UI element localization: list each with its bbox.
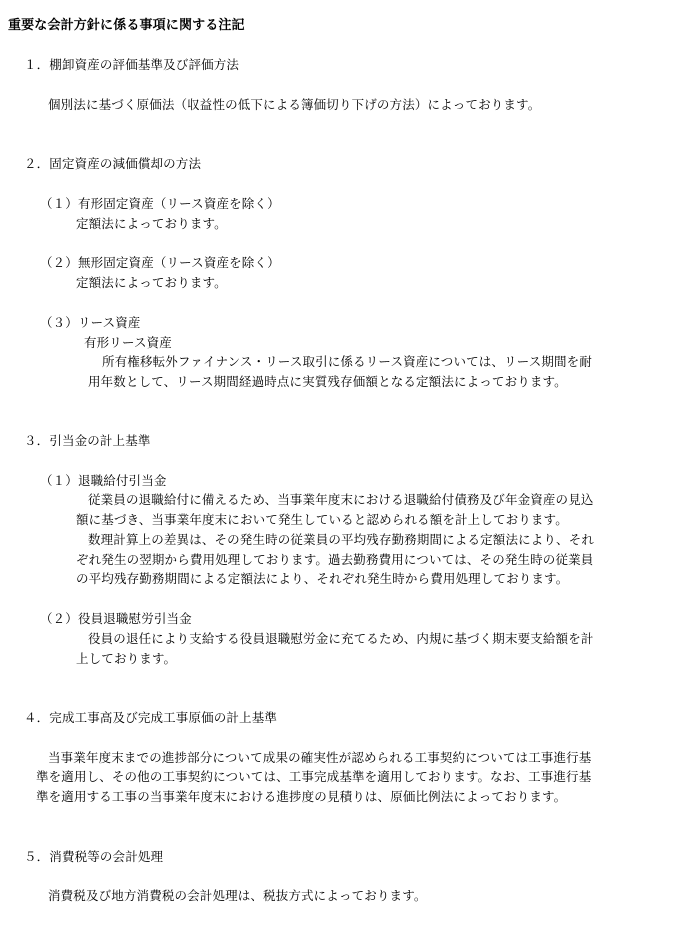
section-3-sub2-heading: （２）役員退職慰労引当金: [40, 611, 192, 626]
section-3-heading: ３．引当金の計上基準: [24, 433, 151, 448]
section-4-body-line3: 準を適用する工事の当事業年度末における進捗度の見積りは、原価比例法によっております。: [36, 789, 567, 804]
section-3-sub1-p2-line1: 数理計算上の差異は、その発生時の従業員の平均残存勤務期間による定額法により、それ: [88, 532, 595, 547]
section-5-heading: ５．消費税等の会計処理: [24, 849, 164, 864]
section-3-sub1-p1-line2: 額に基づき、当事業年度末において発生していると認められる額を計上しております。: [76, 512, 568, 527]
section-3-sub2-body-line1: 役員の退任により支給する役員退職慰労金に充てるため、内規に基づく期末要支給額を計: [88, 631, 594, 646]
section-2-sub2-body: 定額法によっております。: [76, 275, 227, 290]
section-2-sub3-body-line1: 所有権移転外ファイナンス・リース取引に係るリース資産については、リース期間を耐: [102, 354, 592, 369]
section-3-sub1-p2-line2: ぞれ発生の翌期から費用処理しております。過去勤務費用については、その発生時の従業員: [76, 552, 594, 567]
section-2-sub1-body: 定額法によっております。: [76, 216, 227, 231]
section-2-sub3-body-line2: 用年数として、リース期間経過時点に実質残存価額となる定額法によっております。: [88, 374, 567, 389]
section-2-sub1-heading: （１）有形固定資産（リース資産を除く）: [40, 196, 280, 211]
section-1-body: 個別法に基づく原価法（収益性の低下による簿価切り下げの方法）によっております。: [48, 97, 541, 112]
section-3-sub1-p1-line1: 従業員の退職給付に備えるため、当事業年度末における退職給付債務及び年金資産の見込: [88, 492, 594, 507]
section-4-body-line2: 準を適用し、その他の工事契約については、工事完成基準を適用しております。なお、工事進行基: [36, 769, 592, 784]
section-2-heading: ２．固定資産の減価償却の方法: [24, 156, 202, 171]
section-2-sub3-heading: （３）リース資産: [40, 315, 141, 330]
section-3-sub1-heading: （１）退職給付引当金: [40, 473, 167, 488]
section-4-heading: ４．完成工事高及び完成工事原価の計上基準: [24, 710, 278, 725]
section-1-heading: １．棚卸資産の評価基準及び評価方法: [24, 57, 240, 72]
section-3-sub2-body-line2: 上しております。: [76, 651, 177, 666]
section-2-sub3-subheading: 有形リース資産: [84, 335, 172, 350]
document-title: 重要な会計方針に係る事項に関する注記: [8, 18, 245, 33]
section-4-body-line1: 当事業年度末までの進捗部分について成果の確実性が認められる工事契約については工事進行基: [48, 750, 592, 765]
section-2-sub2-heading: （２）無形固定資産（リース資産を除く）: [40, 255, 280, 270]
section-3-sub1-p2-line3: の平均残存勤務期間による定額法により、それぞれ発生時から費用処理しております。: [76, 571, 569, 586]
section-5-body: 消費税及び地方消費税の会計処理は、税抜方式によっております。: [48, 888, 427, 903]
